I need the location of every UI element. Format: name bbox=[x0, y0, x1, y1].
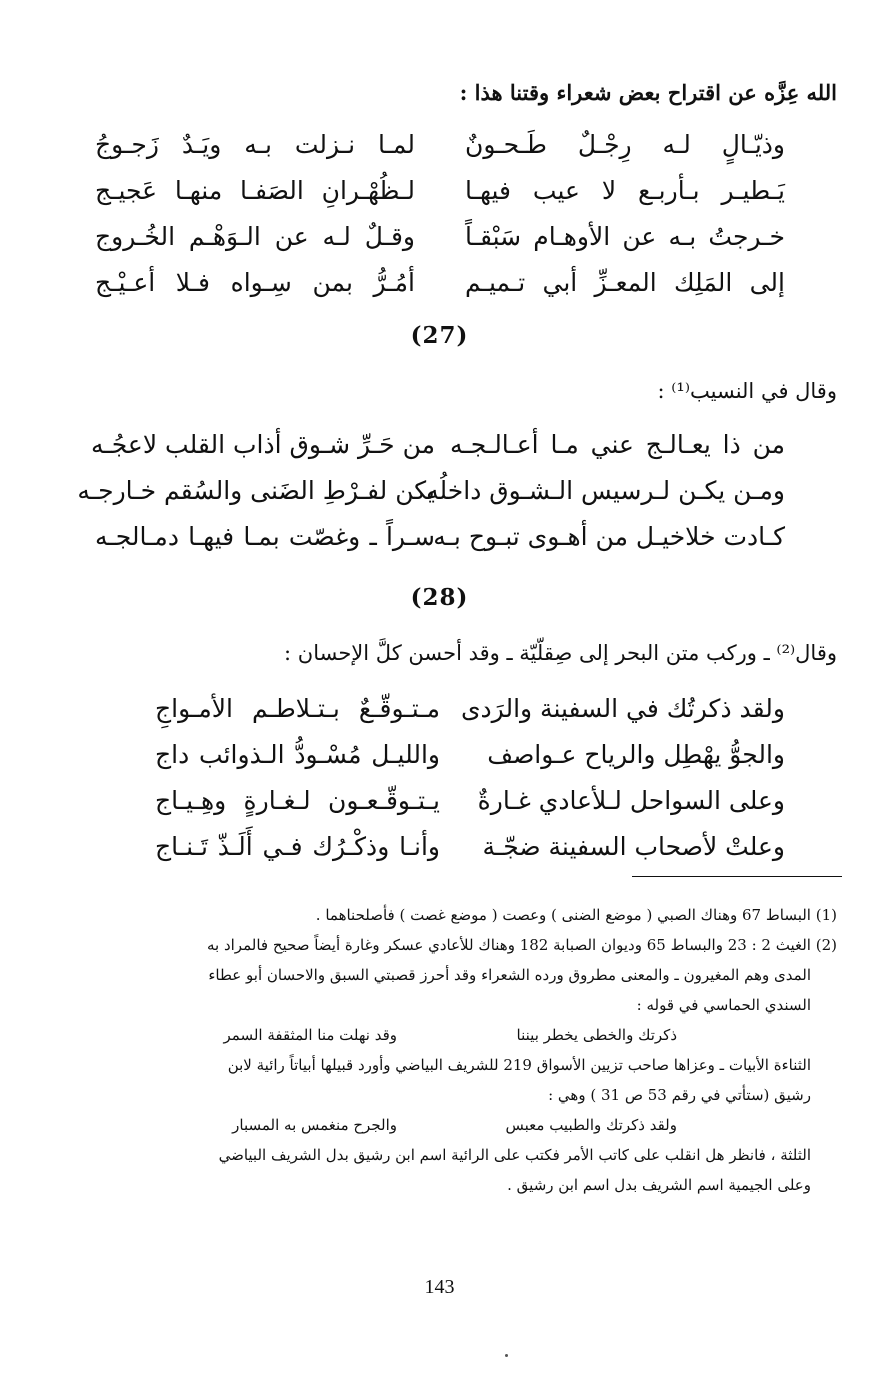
footnote-verse-first: ولقد ذكرتك والطبيب معبس bbox=[505, 1116, 677, 1134]
footnote-2-line: وعلى الجيمية اسم الشريف بدل اسم ابن رشيق . bbox=[507, 1176, 811, 1194]
footnote-verse-second: والجرح منغمس به المسبار bbox=[232, 1116, 397, 1134]
verse bbox=[155, 685, 785, 731]
verse bbox=[95, 167, 785, 213]
second-hemistich: وقـلٌ لـه عن الـوَهْـم الخُـروج bbox=[95, 221, 415, 251]
first-hemistich: وعلى السواحل لـلأعادي غـارةٌ bbox=[477, 785, 785, 815]
poem-27 bbox=[77, 421, 785, 559]
poem-28 bbox=[155, 685, 785, 869]
section-27-intro: وقال في النسيب⁽¹⁾ : bbox=[657, 379, 837, 403]
first-hemistich: وذيّـالٍ لـه رِجْـلٌ طَـحـونٌ bbox=[465, 129, 785, 159]
footnote-verse-second: وقد نهلت منا المثقفة السمر bbox=[223, 1026, 397, 1044]
first-hemistich: وعلتْ لأصحاب السفينة ضجّـة bbox=[482, 831, 785, 861]
verse bbox=[95, 513, 785, 559]
footnote-2-line: رشيق (ستأتي في رقم 53 ص 31 ) وهي : bbox=[548, 1086, 811, 1104]
poem-1 bbox=[95, 121, 785, 305]
first-hemistich: خـرجتُ بـه عن الأوهـام سَبْقـاً bbox=[465, 221, 785, 251]
second-hemistich: يكن لفـرْطِ الضَنى والسُقم خـارجـه bbox=[77, 475, 435, 505]
second-hemistich: أمُـرُّ بمن سِـواه فـلا أعـيْـج bbox=[95, 267, 415, 297]
verse bbox=[95, 121, 785, 167]
intro-line: الله عِزَّه عن اقتراح بعض شعراء وقتنا هذا : bbox=[459, 80, 837, 105]
second-hemistich: وأنـا وذكْـرُك فـي أَلَـذّ تَـنـاج bbox=[155, 831, 440, 861]
verse bbox=[95, 259, 785, 305]
section-number-27: (27) bbox=[410, 322, 469, 349]
page-number: 143 bbox=[424, 1276, 455, 1298]
verse bbox=[77, 467, 785, 513]
first-hemistich: يَـطيـر بـأربـع لا عيب فيهـا bbox=[465, 175, 785, 205]
verse bbox=[155, 731, 785, 777]
footnote-2-line: الثناءة الأبيات ـ وعزاها صاحب تزيين الأسواق 219 للشريف البياضي وأورد قبيلها أبياتاً رائية لابن bbox=[227, 1056, 811, 1074]
first-hemistich: والجوُّ يهْطِل والرياح عـواصف bbox=[487, 739, 785, 769]
second-hemistich: يـتـوقّـعـون لـغـارةٍ وهِـيـاج bbox=[155, 785, 440, 815]
second-hemistich: سـراً ـ وغصّت بمـا فيهـا دمـالجـه bbox=[95, 521, 435, 551]
first-hemistich: كـادت خلاخيـل من أهـوى تبـوح بـه bbox=[433, 521, 785, 551]
footnote-2-line: المدى وهم المغيرون ـ والمعنى مطروق ورده الشعراء وقد أحرز قصبتي السبق والاحسان أبو عطاء bbox=[208, 966, 811, 984]
second-hemistich: مـتـوقّـعٌ بـتـلاطـم الأمـواجِ bbox=[155, 693, 440, 723]
scan-speck bbox=[505, 1354, 508, 1357]
verse bbox=[95, 213, 785, 259]
footnote-1: (1) البساط 67 وهناك الصبي ( موضع الضنى ) وعصت ( موضع غصت ) فأصلحناهما . bbox=[315, 906, 837, 924]
footnote-separator bbox=[632, 876, 842, 877]
footnotes bbox=[92, 900, 837, 1200]
verse bbox=[155, 777, 785, 823]
footnote-verse-first: ذكرتك والخطى يخطر بيننا bbox=[516, 1026, 677, 1044]
footnote-verse bbox=[92, 1110, 837, 1140]
footnote-verse bbox=[92, 1020, 837, 1050]
verse bbox=[91, 421, 785, 467]
first-hemistich: من ذا يعـالـج عني مـا أعـالـجـه bbox=[450, 429, 785, 459]
section-28-intro: وقال⁽²⁾ ـ وركب متن البحر إلى صِقلّيّة ـ وقد أحسن كلَّ الإحسان : bbox=[284, 641, 837, 665]
first-hemistich: ولقد ذكرتُك في السفينة والرَدى bbox=[460, 693, 785, 723]
section-number-28: (28) bbox=[410, 584, 469, 611]
second-hemistich: والليـل مُسْـودُّ الـذوائب داج bbox=[155, 739, 440, 769]
second-hemistich: من حَـرِّ شـوق أذاب القلب لاعجُـه bbox=[91, 429, 435, 459]
first-hemistich: ومـن يكـن لـرسيس الـشـوق داخلُه bbox=[426, 475, 785, 505]
second-hemistich: لمـا نـزلت بـه ويَـدٌ زَجـوجُ bbox=[95, 129, 415, 159]
first-hemistich: إلى المَلِك المعـزِّ أبي تـميـم bbox=[465, 267, 785, 297]
footnote-2-line: الثلثة ، فانظر هل انقلب على كاتب الأمر فكتب على الرائية اسم ابن رشيق بدل الشريف البياضي bbox=[218, 1146, 811, 1164]
footnote-2-line: السندي الحماسي في قوله : bbox=[636, 996, 811, 1014]
second-hemistich: لـظُهْـرانِ الصَفـا منهـا عَجيـج bbox=[95, 175, 415, 205]
verse bbox=[155, 823, 785, 869]
footnote-2-line: (2) الغيث 2 : 23 والبساط 65 وديوان الصبابة 182 وهناك للأعادي عسكر وغارة أيضاً صحيح فالمراد به bbox=[206, 936, 837, 954]
